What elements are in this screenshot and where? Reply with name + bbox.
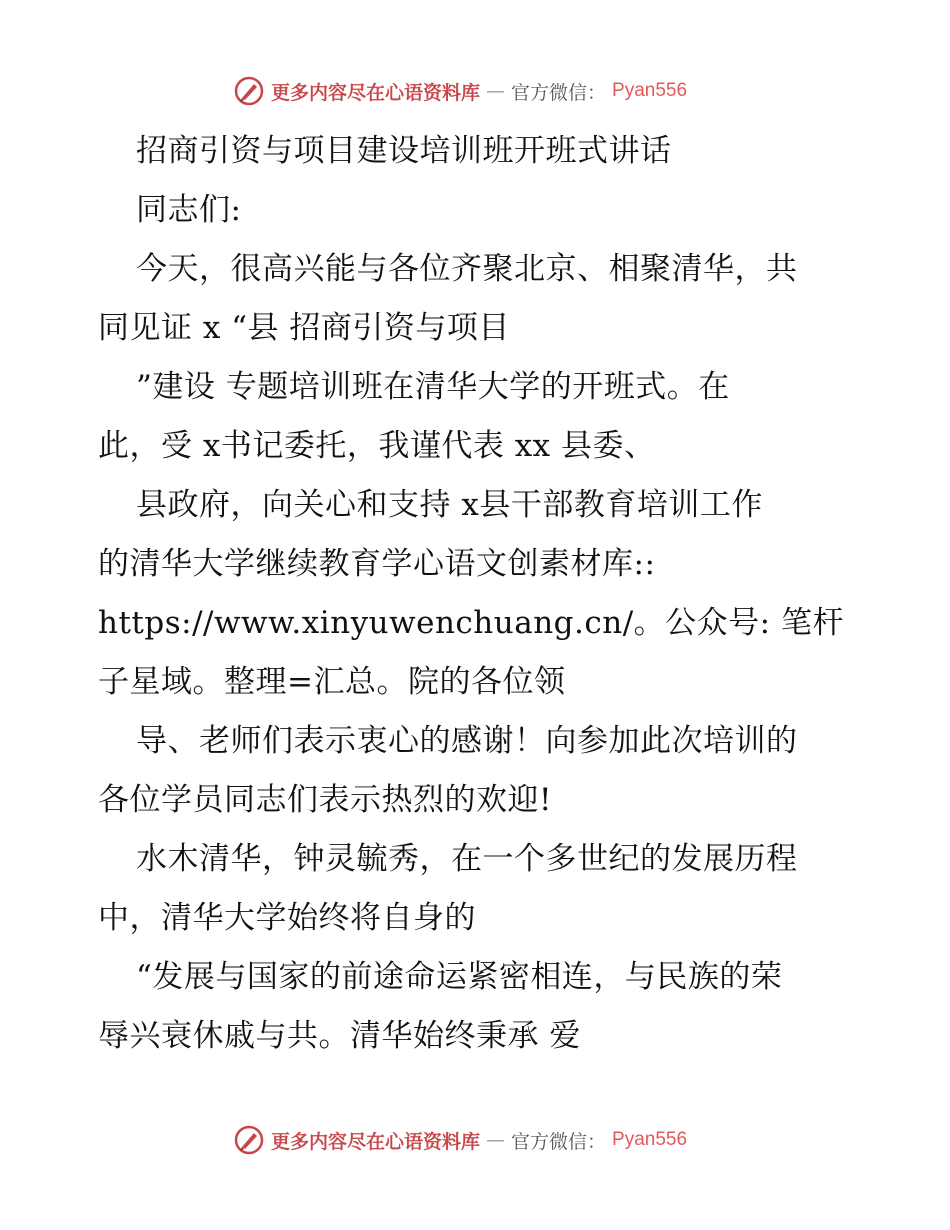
seal-pen-icon xyxy=(233,75,265,107)
body-line: 中，清华大学始终将自身的 xyxy=(98,900,476,936)
document-body xyxy=(98,122,858,1066)
seal-pen-icon xyxy=(233,1124,265,1156)
watermark-main-text: 更多内容尽在心语资料库 xyxy=(271,81,481,104)
watermark-sub-text: 官方微信： xyxy=(511,1130,607,1153)
header-watermark xyxy=(233,72,687,110)
body-line: “发展与国家的前途命运紧密相连，与民族的荣 xyxy=(136,959,783,995)
body-line: 今天，很高兴能与各位齐聚北京、相聚清华，共 xyxy=(136,251,798,287)
watermark-separator: — xyxy=(486,1129,506,1151)
body-line: ”建设 专题培训班在清华大学的开班式。在 xyxy=(136,369,730,405)
salutation: 同志们: xyxy=(136,192,242,228)
footer-watermark xyxy=(233,1121,687,1159)
body-line: 县政府，向关心和支持 x县干部教育培训工作 xyxy=(136,487,763,523)
body-line: 的清华大学继续教育学心语文创素材库:: xyxy=(98,546,656,582)
document-title: 招商引资与项目建设培训班开班式讲话 xyxy=(136,133,672,169)
body-line-url: https://www.xinyuwenchuang.cn/。公众号: 笔杆 xyxy=(98,605,844,641)
watermark-wechat-id: Pyan556 xyxy=(612,1129,688,1150)
body-line: 导、老师们表示衷心的感谢！向参加此次培训的 xyxy=(136,723,798,759)
watermark-sub-text: 官方微信： xyxy=(511,81,607,104)
body-line: 同见证 x “县 招商引资与项目 xyxy=(98,310,510,346)
watermark-main-text: 更多内容尽在心语资料库 xyxy=(271,1130,481,1153)
body-line: 子星域。整理=汇总。院的各位领 xyxy=(98,664,566,700)
body-line: 水木清华，钟灵毓秀，在一个多世纪的发展历程 xyxy=(136,841,798,877)
body-line: 各位学员同志们表示热烈的欢迎! xyxy=(98,782,552,818)
watermark-wechat-id: Pyan556 xyxy=(612,80,688,101)
body-line: 辱兴衰休戚与共。清华始终秉承 爱 xyxy=(98,1018,581,1054)
watermark-separator: — xyxy=(486,80,506,102)
body-line: 此，受 x书记委托，我谨代表 xx 县委、 xyxy=(98,428,656,464)
